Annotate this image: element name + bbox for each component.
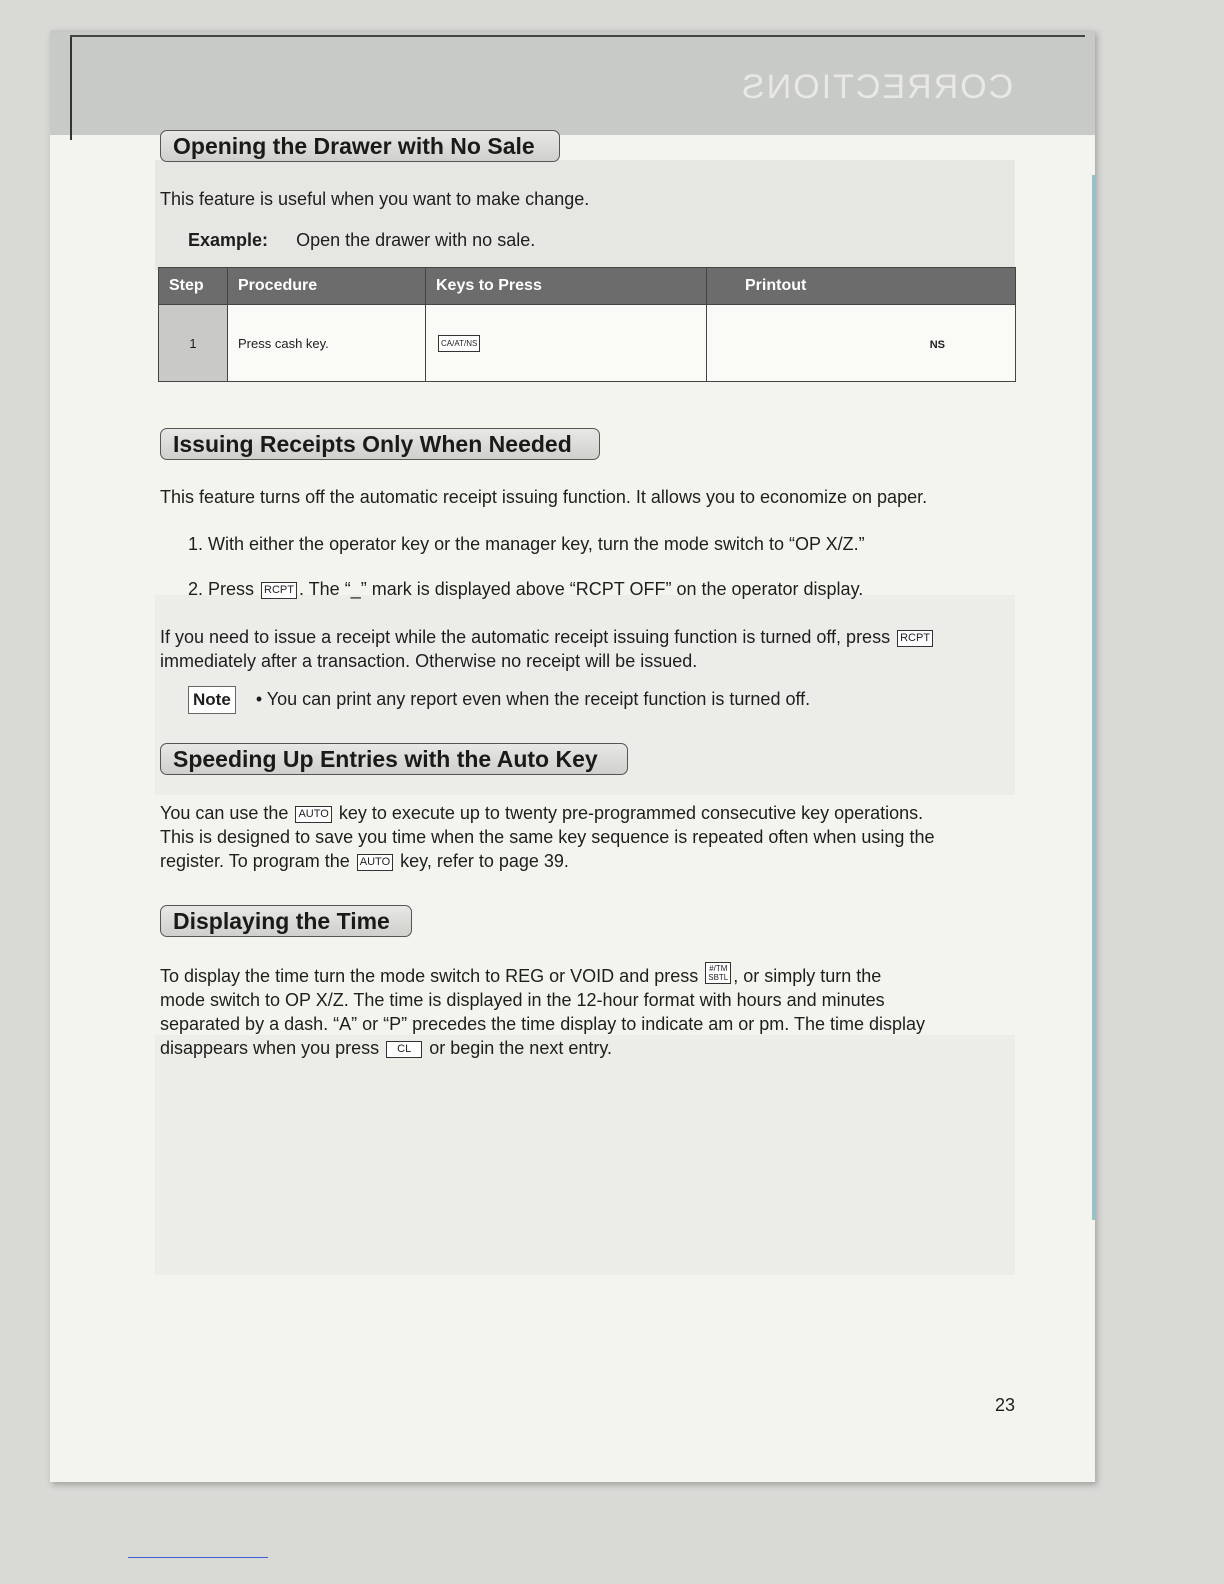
header-step: Step bbox=[159, 268, 228, 305]
page-top-line bbox=[70, 35, 1085, 37]
bleed-through-title: CORRECTIONS bbox=[739, 68, 1013, 106]
bleed-through-area bbox=[155, 1035, 1015, 1275]
step-procedure: Press cash key. bbox=[228, 305, 426, 382]
cash-key-icon: CA/AT/NS bbox=[438, 335, 480, 352]
receipts-para-text-2: immediately after a transaction. Otherwise no receipt will be issued. bbox=[160, 651, 698, 671]
time-text-5: disappears when you press bbox=[160, 1038, 380, 1058]
time-paragraph bbox=[160, 962, 1040, 1060]
note-label: Note bbox=[188, 686, 236, 714]
note-text: • You can print any report even when the receipt function is turned off. bbox=[255, 689, 811, 709]
receipts-paragraph bbox=[160, 625, 1025, 673]
time-text-2: , or simply turn the bbox=[733, 966, 882, 986]
step2-text-post: . The “_” mark is displayed above “RCPT OFF” on the operator display. bbox=[299, 579, 864, 599]
no-sale-example bbox=[188, 228, 1048, 252]
cl-key-icon: CL bbox=[386, 1041, 422, 1058]
time-text-4: separated by a dash. “A” or “P” precedes the time display to indicate am or pm. The time display bbox=[160, 1014, 926, 1034]
section-heading-time: Displaying the Time bbox=[160, 905, 412, 937]
example-label: Example: bbox=[188, 230, 269, 250]
link-underline bbox=[128, 1557, 268, 1558]
time-text: To display the time turn the mode switch to REG or VOID and press bbox=[160, 966, 699, 986]
rcpt-key-icon: RCPT bbox=[897, 630, 933, 647]
section-heading-auto-key: Speeding Up Entries with the Auto Key bbox=[160, 743, 628, 775]
receipts-intro: This feature turns off the automatic receipt issuing function. It allows you to economize on paper. bbox=[160, 487, 928, 507]
step-number: 1 bbox=[159, 305, 228, 382]
time-text-6: or begin the next entry. bbox=[429, 1038, 613, 1058]
rcpt-key-icon: RCPT bbox=[261, 582, 297, 599]
step-keys bbox=[426, 305, 707, 382]
printout-text: NS bbox=[929, 338, 945, 351]
section-heading-receipts: Issuing Receipts Only When Needed bbox=[160, 428, 600, 460]
tm-key-top: #/TM bbox=[709, 964, 728, 973]
auto-text-5: key, refer to page 39. bbox=[400, 851, 569, 871]
table-header-row bbox=[159, 268, 1016, 305]
page-right-edge bbox=[1092, 175, 1095, 1220]
time-text-3: mode switch to OP X/Z. The time is displayed in the 12-hour format with hours and minutes bbox=[160, 990, 885, 1010]
tm-sbtl-key-icon bbox=[705, 962, 731, 984]
auto-text-4: register. To program the bbox=[160, 851, 350, 871]
auto-key-icon: AUTO bbox=[295, 806, 331, 823]
page-number: 23 bbox=[994, 1395, 1015, 1415]
table-row bbox=[159, 305, 1016, 382]
auto-text-2: key to execute up to twenty pre-programmed consecutive key operations. bbox=[338, 803, 924, 823]
receipts-para-text: If you need to issue a receipt while the automatic receipt issuing function is turned off, press bbox=[160, 627, 891, 647]
manual-page bbox=[50, 30, 1095, 1482]
auto-key-icon: AUTO bbox=[357, 854, 393, 871]
step-printout bbox=[707, 305, 1016, 382]
tm-key-bottom: SBTL bbox=[708, 973, 729, 982]
example-text: Open the drawer with no sale. bbox=[296, 230, 536, 250]
step2-text: 2. Press bbox=[188, 579, 255, 599]
auto-text-3: This is designed to save you time when the same key sequence is repeated often when using the bbox=[160, 827, 935, 847]
receipts-step-2 bbox=[188, 577, 1048, 601]
header-keys: Keys to Press bbox=[426, 268, 707, 305]
no-sale-table bbox=[158, 267, 1016, 382]
auto-text: You can use the bbox=[160, 803, 289, 823]
no-sale-intro: This feature is useful when you want to make change. bbox=[160, 189, 590, 209]
header-printout: Printout bbox=[707, 268, 1016, 305]
page-edge-line bbox=[70, 35, 72, 140]
header-procedure: Procedure bbox=[228, 268, 426, 305]
auto-key-paragraph bbox=[160, 801, 1040, 873]
receipts-note bbox=[188, 686, 1048, 714]
section-heading-no-sale: Opening the Drawer with No Sale bbox=[160, 130, 560, 162]
receipts-step-1: 1. With either the operator key or the manager key, turn the mode switch to “OP X/Z.” bbox=[188, 534, 865, 554]
bleed-through-area bbox=[155, 160, 1015, 270]
